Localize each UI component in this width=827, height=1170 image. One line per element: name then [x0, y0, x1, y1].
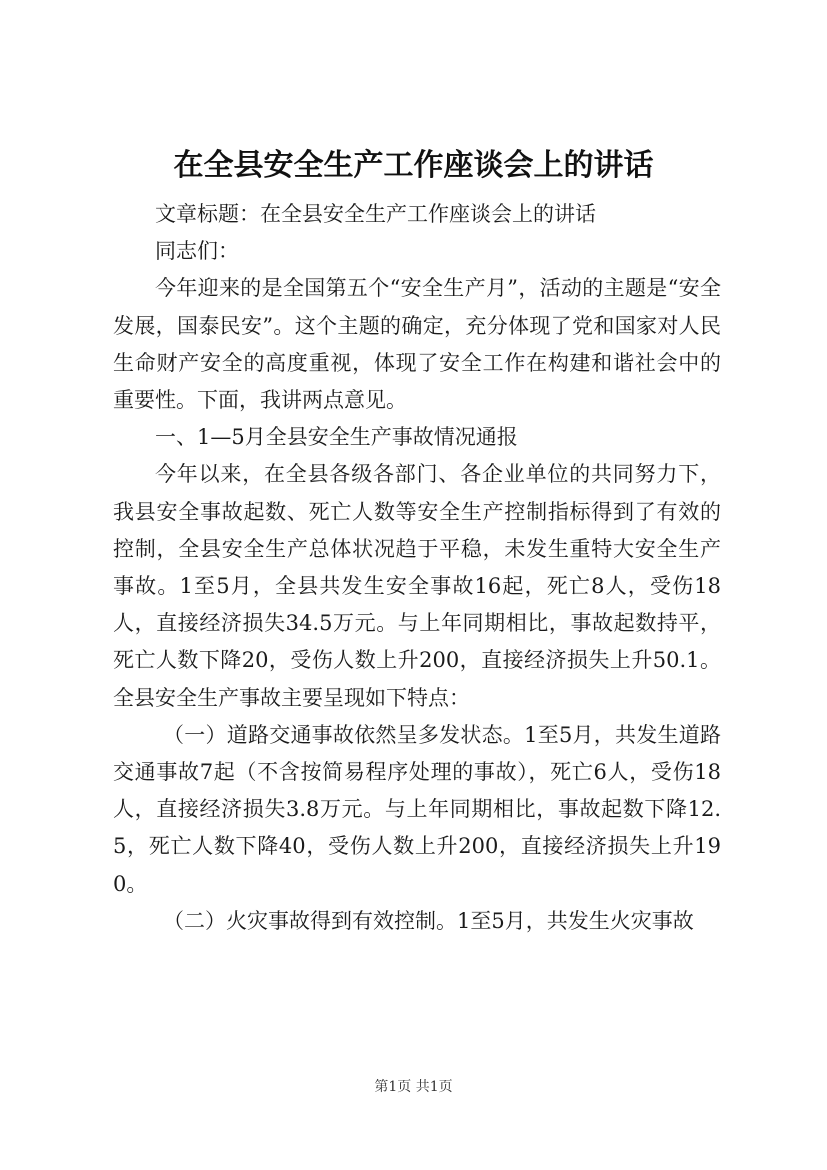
paragraph-summary: 今年以来，在全县各级各部门、各企业单位的共同努力下，我县安全事故起数、死亡人数等安全生产控制指标得到了有效的控制，全县安全生产总体状况趋于平稳，未发生重特大安全生产事故。1至5月，全县共发生安全事故16起，死亡8人，受伤18人，直接经济损失34.5万元。与上年同期相比，事故起数持平，死亡人数下降20，受伤人数上升200，直接经济损失上升50.1。全县安全生产事故主要呈现如下特点：	[113, 462, 721, 710]
document-body	[113, 196, 721, 940]
salutation: 同志们：	[155, 239, 239, 264]
document-title: 在全县安全生产工作座谈会上的讲话	[173, 148, 654, 183]
article-title-line: 文章标题：在全县安全生产工作座谈会上的讲话	[155, 202, 596, 226]
paragraph-fire: （二）火灾事故得到有效控制。1至5月，共发生火灾事故	[163, 908, 694, 933]
paragraph-intro: 今年迎来的是全国第五个“安全生产月”，活动的主题是“安全发展，国泰民安”。这个主题的确定，充分体现了党和国家对人民生命财产安全的高度重视，体现了安全工作在构建和谐社会中的重要性。下面，我讲两点意见。	[113, 276, 721, 413]
section-heading-1: 一、1—5月全县安全生产事故情况通报	[155, 425, 518, 450]
page-footer: 第1页 共1页	[374, 1079, 453, 1095]
paragraph-traffic: （一）道路交通事故依然呈多发状态。1至5月，共发生道路交通事故7起（不含按简易程序处理的事故），死亡6人，受伤18人，直接经济损失3.8万元。与上年同期相比，事故起数下降12.5，死亡人数下降40，受伤人数上升200，直接经济损失上升190。	[113, 722, 721, 896]
